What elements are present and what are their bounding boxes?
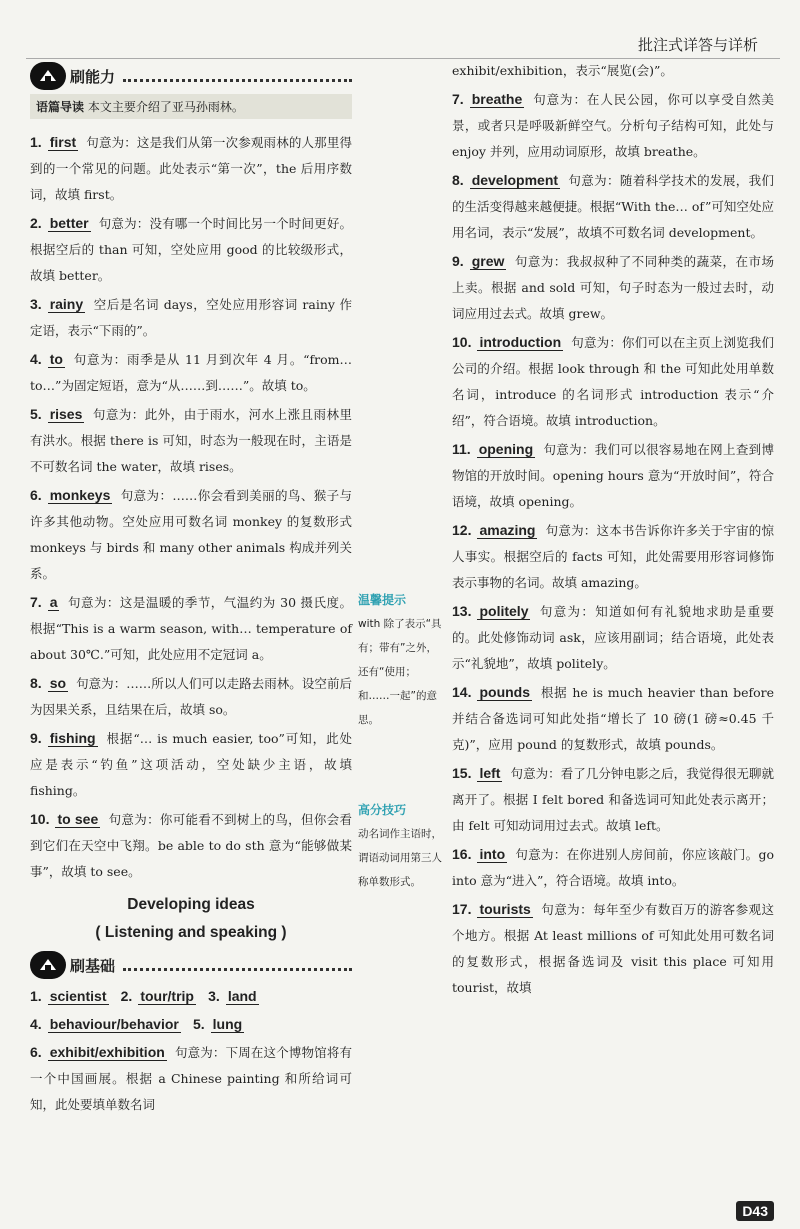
side-note-text: with 除了表示“具有；带有”之外，还有“使用；和……一起”的意思。: [358, 618, 442, 726]
item-answer: a: [49, 594, 58, 610]
item-answer: breathe: [471, 91, 523, 107]
dotted-rule: [123, 960, 352, 971]
item-explanation: 句意为：……你会看到美丽的鸟、猴子与许多其他动物。空处应用可数名词 monkey 的复数形式 monkeys 与 birds 和 many other animals 构成并列关系。: [30, 488, 352, 581]
item-number: 17.: [452, 901, 472, 917]
item-explanation: 句意为：在人民公园，你可以享受自然美景，或者只是呼吸新鲜空气。分析句子结构可知，此处与 enjoy 并列，应用动词原形，故填 breathe。: [452, 92, 774, 159]
item-answer: left: [479, 765, 501, 781]
side-note-title: 温馨提示: [358, 593, 407, 607]
item-number: 1.: [30, 134, 42, 150]
item-explanation: 句意为：雨季是从 11 月到次年 4 月。“from… to…”为固定短语，意为“从……到……”。故填 to。: [30, 352, 352, 393]
item-number: 12.: [452, 522, 472, 538]
item-number: 14.: [452, 684, 472, 700]
answer-item: [30, 670, 352, 723]
item-explanation: 空后是名词 days，空处应用形容词 rainy 作定语，表示“下雨的”。: [30, 297, 352, 338]
section-ability: [30, 62, 352, 90]
item-explanation: 句意为：没有哪一个时间比另一个时间更好。根据空后的 than 可知，空处应用 good 的比较级形式，故填 better。: [30, 216, 352, 283]
right-column: [452, 58, 774, 1003]
item-answer: to see: [57, 811, 99, 827]
item-explanation: 句意为：你们可以在主页上浏览我们公司的介绍。根据 look through 和 the 可知此处用单数名词，introduce 的名词形式 introduction 表示“介绍”，符合语境。故填 introduction。: [452, 335, 774, 428]
side-note-text: 动名词作主语时，谓语动词用第三人称单数形式。: [358, 828, 442, 888]
item-number: 6.: [30, 487, 42, 503]
item-number: 3.: [208, 988, 220, 1004]
side-note-tip: [358, 588, 442, 732]
developing-title: Developing ideas: [127, 896, 255, 913]
dotted-rule: [123, 71, 352, 82]
item-number: 7.: [452, 91, 464, 107]
answer-item: [452, 896, 774, 1001]
item-explanation: 句意为：此外，由于雨水，河水上涨且雨林里有洪水。根据 there is 可知，时态为一般现在时，主语是不可数名词 the water，故填 rises。: [30, 407, 352, 474]
answer-item: [452, 517, 774, 596]
item-answer: monkeys: [49, 487, 111, 503]
header-title: 批注式详答与详析: [637, 36, 758, 54]
item-number: 3.: [30, 296, 42, 312]
section-basic: [30, 951, 352, 979]
item-explanation: 句意为：随着科学技术的发展，我们的生活变得越来越便捷。根据“With the… of”可知空处应用名词，表示“发展”，故填不可数名词 development。: [452, 173, 774, 240]
item-answer: scientist: [49, 988, 107, 1004]
side-note-title: 高分技巧: [358, 803, 407, 817]
item-answer: lung: [212, 1016, 243, 1032]
item-explanation: 句意为：我们可以很容易地在网上查到博物馆的开放时间。opening hours 意为“开放时间”，符合语境，故填 opening。: [452, 442, 774, 509]
item-answer: exhibit/exhibition: [49, 1044, 165, 1060]
guide-label: 语篇导读: [36, 100, 85, 114]
item-number: 4.: [30, 1016, 42, 1032]
answer-item: [452, 760, 774, 839]
answer-item: [452, 86, 774, 165]
answer-item: [452, 329, 774, 434]
item-explanation: 句意为：……所以人们可以走路去雨林。设空前后为因果关系，且结果在后，故填 so。: [30, 676, 352, 717]
item-number: 5.: [192, 1016, 205, 1032]
item-explanation: 根据 he is much heavier than before 并结合备选词可知此处指“增长了 10 磅(1 磅≈0.45 千克)”，应用 pound 的复数形式，故填 pounds。: [452, 685, 774, 752]
continued-text: exhibit/exhibition，表示“展览(会)”。: [452, 63, 673, 78]
item-answer: land: [227, 988, 257, 1004]
item-number: 4.: [30, 351, 42, 367]
item-number: 10.: [30, 811, 50, 827]
basic-line: [30, 983, 352, 1011]
basic-line: [30, 1011, 352, 1039]
developing-subtitle: ( Listening and speaking ): [95, 924, 287, 941]
item-number: 16.: [452, 846, 472, 862]
item-answer: to: [49, 351, 63, 367]
item-number: 10.: [452, 334, 472, 350]
item-number: 6.: [30, 1044, 42, 1060]
answer-item: [30, 129, 352, 208]
section-badge-icon: [30, 951, 66, 979]
answer-item: [452, 679, 774, 758]
answer-item: [30, 482, 352, 587]
item-number: 13.: [452, 603, 472, 619]
side-note-skill: [358, 798, 442, 894]
item-explanation: 根据“… is much easier, too”可知，此处应是表示“钓鱼”这项活动，空处缺少主语，故填 fishing。: [30, 731, 352, 798]
item-number: 9.: [452, 253, 464, 269]
item-answer: so: [49, 675, 67, 691]
answer-item: [452, 841, 774, 894]
item-explanation: 句意为：这本书告诉你许多关于宇宙的惊人事实。根据空后的 facts 可知，此处需要用形容词修饰表示事物的名词。故填 amazing。: [452, 523, 774, 590]
item-answer: amazing: [479, 522, 536, 538]
item-number: 11.: [452, 441, 471, 457]
item-number: 8.: [452, 172, 464, 188]
item-answer: development: [471, 172, 559, 188]
item-number: 5.: [30, 406, 42, 422]
item-explanation: 句意为：你可能看不到树上的鸟，但你会看到它们在天空中飞翔。be able to do sth 意为“能够做某事”，故填 to see。: [30, 812, 352, 879]
answer-item: [30, 401, 352, 480]
item-number: 9.: [30, 730, 42, 746]
item-number: 15.: [452, 765, 472, 781]
answer-item: [30, 346, 352, 399]
item-answer: pounds: [479, 684, 531, 700]
item-answer: fishing: [49, 730, 96, 746]
answer-item: [452, 598, 774, 677]
item-explanation: 句意为：每年至少有数百万的游客参观这个地方。根据 At least millions of 可知此处用可数名词的复数形式，根据备选词及 visit this place 可知用 tourist，故填: [452, 902, 774, 995]
item-answer: tourists: [479, 901, 531, 917]
item-number: 2.: [30, 215, 42, 231]
left-column: [30, 62, 352, 1120]
item-number: 7.: [30, 594, 42, 610]
answer-item: [30, 291, 352, 344]
item-number: 1.: [30, 988, 42, 1004]
item-explanation: 句意为：知道如何有礼貌地求助是重要的。此处修饰动词 ask，应该用副词；结合语境，此处表示“礼貌地”，故填 politely。: [452, 604, 774, 671]
item-answer: politely: [479, 603, 529, 619]
answer-item: [452, 436, 774, 515]
section-title: 刷基础: [70, 956, 116, 975]
section-title: 刷能力: [70, 67, 116, 86]
item-answer: introduction: [479, 334, 562, 350]
item-answer: grew: [471, 253, 505, 269]
answer-item: [30, 1039, 352, 1118]
item-answer: first: [49, 134, 77, 150]
item-explanation: 句意为：我叔叔种了不同种类的蔬菜，在市场上卖。根据 and sold 可知，句子时态为一般过去时，动词应用过去式。故填 grew。: [452, 254, 774, 321]
answer-item: [30, 589, 352, 668]
item-explanation: 句意为：这是我们从第一次参观雨林的人那里得到的一个常见的问题。此处表示“第一次”，the 后用序数词，故填 first。: [30, 135, 352, 202]
item-number: 2.: [120, 988, 133, 1004]
reading-guide: [30, 94, 352, 119]
item-answer: rises: [49, 406, 83, 422]
item-number: 8.: [30, 675, 42, 691]
item-explanation: 句意为：这是温暖的季节，气温约为 30 摄氏度。根据“This is a warm season, with… temperature of about 30℃.”可知，此处应用不定冠词 a。: [30, 595, 352, 662]
item-answer: better: [49, 215, 89, 231]
answer-item: [30, 725, 352, 804]
section-badge-icon: [30, 62, 66, 90]
answer-item: [30, 806, 352, 885]
item-explanation: 句意为：下周在这个博物馆将有一个中国画展。根据 a Chinese painting 和所给词可知，此处要填单数名词: [30, 1045, 352, 1112]
item-answer: into: [479, 846, 506, 862]
guide-text: 本文主要介绍了亚马孙雨林。: [87, 100, 244, 114]
answer-item: [452, 248, 774, 327]
item-explanation: 句意为：看了几分钟电影之后，我觉得很无聊就离开了。根据 I felt bored 和备选词可知此处表示离开；由 felt 可知动词用过去式。故填 left。: [452, 766, 774, 833]
item-answer: behaviour/behavior: [49, 1016, 179, 1032]
item-answer: tour/trip: [140, 988, 194, 1004]
item-explanation: 句意为：在你进别人房间前，你应该敲门。go into 意为“进入”，符合语境。故填 into。: [452, 847, 774, 888]
page-number: D43: [736, 1201, 774, 1221]
answer-item: [30, 210, 352, 289]
item-answer: opening: [478, 441, 534, 457]
item-answer: rainy: [49, 296, 84, 312]
answer-item: [452, 167, 774, 246]
